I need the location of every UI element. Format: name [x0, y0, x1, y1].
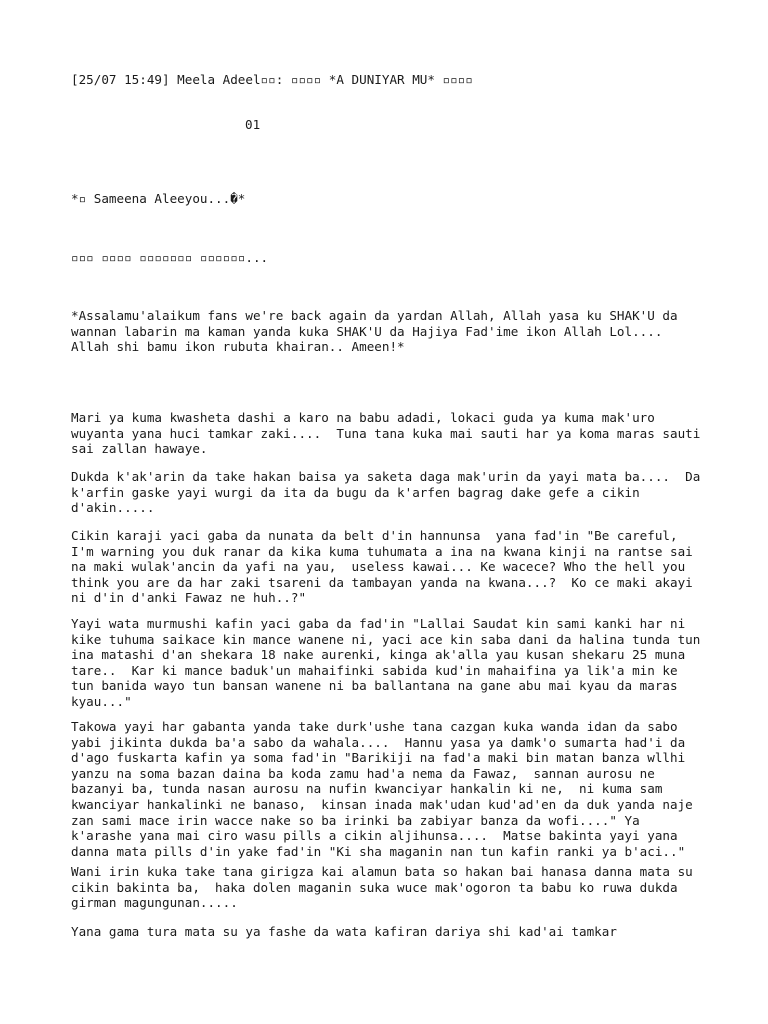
body-line: na maki wulak'ancin da yafi na yau, useless kawai... Ke wacece? Who the hell you	[71, 559, 686, 575]
body-line: think you are da har zaki tsareni da tambayan yanda na kwana...? Ko ce maki akayi	[71, 574, 693, 590]
body-line: Yana gama tura mata su ya fashe da wata kafiran dariya shi kad'ai tamkar	[71, 924, 617, 939]
body-line: yanzu na soma bazan daina ba koda zamu had'a nema da Fawaz, sannan aurosu ne	[71, 765, 655, 781]
body-line: kyau..."	[71, 694, 132, 709]
intro-line: Allah shi bamu ikon rubuta khairan.. Ameen!*	[71, 339, 405, 355]
body-line: d'akin.....	[71, 500, 155, 516]
placeholder-glyph-line: ▫▫▫ ▫▫▫▫ ▫▫▫▫▫▫▫ ▫▫▫▫▫▫...	[71, 250, 269, 265]
body-line: Mari ya kuma kwasheta dashi a karo na babu adadi, lokaci guda ya kuma mak'uro	[71, 410, 655, 425]
episode-number: 01	[245, 117, 261, 132]
body-line: yabi jikinta dukda ba'a sabo da wahala.... Hannu yasa ya damk'o sumarta had'i da	[71, 734, 686, 750]
body-line: wuyanta yana huci tamkar zaki.... Tuna tana kuka mai sauti har ya koma maras sauti	[71, 425, 701, 441]
body-line: k'arfin gaske yayi wurgi da ita da bugu da k'arfen bagrag dake gefe a cikin	[71, 484, 640, 500]
body-line: ni d'in d'anki Fawaz ne huh..?"	[71, 590, 307, 606]
intro-line: wannan labarin ma kaman yanda kuka SHAK'U da Hajiya Fad'ime ikon Allah Lol....	[71, 323, 663, 339]
intro-line: *Assalamu'alaikum fans we're back again da yardan Allah, Allah yasa ku SHAK'U da	[71, 308, 678, 323]
greeting-line: *▫ Sameena Aleeyou...�*	[71, 191, 246, 206]
body-line: d'ago fuskarta kafin ya soma fad'in "Barikiji na fad'a maki bin matan banza wllhi	[71, 750, 686, 766]
body-line: ina matashi d'an shekara 18 nake aurenki, kinga ak'alla yau kusan shekaru 25 muna	[71, 647, 686, 663]
chat-header-line: [25/07 15:49] Meela Adeel▫▫: ▫▫▫▫ *A DUNIYAR MU* ▫▫▫▫	[71, 72, 473, 87]
body-line: Cikin karaji yaci gaba da nunata da belt d'in hannunsa yana fad'in "Be careful,	[71, 528, 678, 543]
body-line: kike tuhuma saikace kin mance wanene ni, yaci ace kin saba dani da halina tunda tun	[71, 631, 701, 647]
body-line: k'arashe yana mai ciro wasu pills a cikin aljihunsa.... Matse bakinta yayi yana	[71, 828, 678, 844]
body-line: sai zallan hawaye.	[71, 441, 208, 457]
body-line: I'm warning you duk ranar da kika kuma tuhumata a ina na kwana kinji na rantse sai	[71, 543, 693, 559]
body-line: cikin bakinta ba, haka dolen maganin suka wuce mak'ogoron ta babu ko ruwa dukda	[71, 879, 678, 895]
body-line: Yayi wata murmushi kafin yaci gaba da fad'in "Lallai Saudat kin sami kanki har ni	[71, 616, 686, 631]
body-line: tun banida wayo tun bansan wanene ni ba ballantana na gane abu mai kyau da maras	[71, 678, 678, 694]
body-line: Takowa yayi har gabanta yanda take durk'ushe tana cazgan kuka wanda idan da sabo	[71, 719, 678, 734]
body-line: danna mata pills d'in yake fad'in "Ki sha maganin nan tun kafin ranki ya b'aci.."	[71, 843, 686, 859]
body-line: Dukda k'ak'arin da take hakan baisa ya saketa daga mak'urin da yayi mata ba.... Da	[71, 469, 701, 484]
body-line: kwanciyar hankalinki ne banaso, kinsan inada mak'udan kud'ad'en da duk yanda naje	[71, 797, 693, 812]
body-line: zan sami mace irin wacce nake so ba irinki ba zabiyar banza da wofi...." Ya	[71, 812, 640, 828]
body-line: tare.. Kar ki mance baduk'un mahaifinki sabida kud'in mahaifina ya lik'a min ke	[71, 662, 678, 678]
body-line: bazanyi ba, tunda nasan aurosu na nufin kwanciyar hankalin ki ne, ni kuma sam	[71, 781, 663, 797]
body-line: girman magungunan.....	[71, 895, 238, 911]
body-line: Wani irin kuka take tana girigza kai alamun bata so hakan bai hanasa danna mata su	[71, 864, 693, 879]
